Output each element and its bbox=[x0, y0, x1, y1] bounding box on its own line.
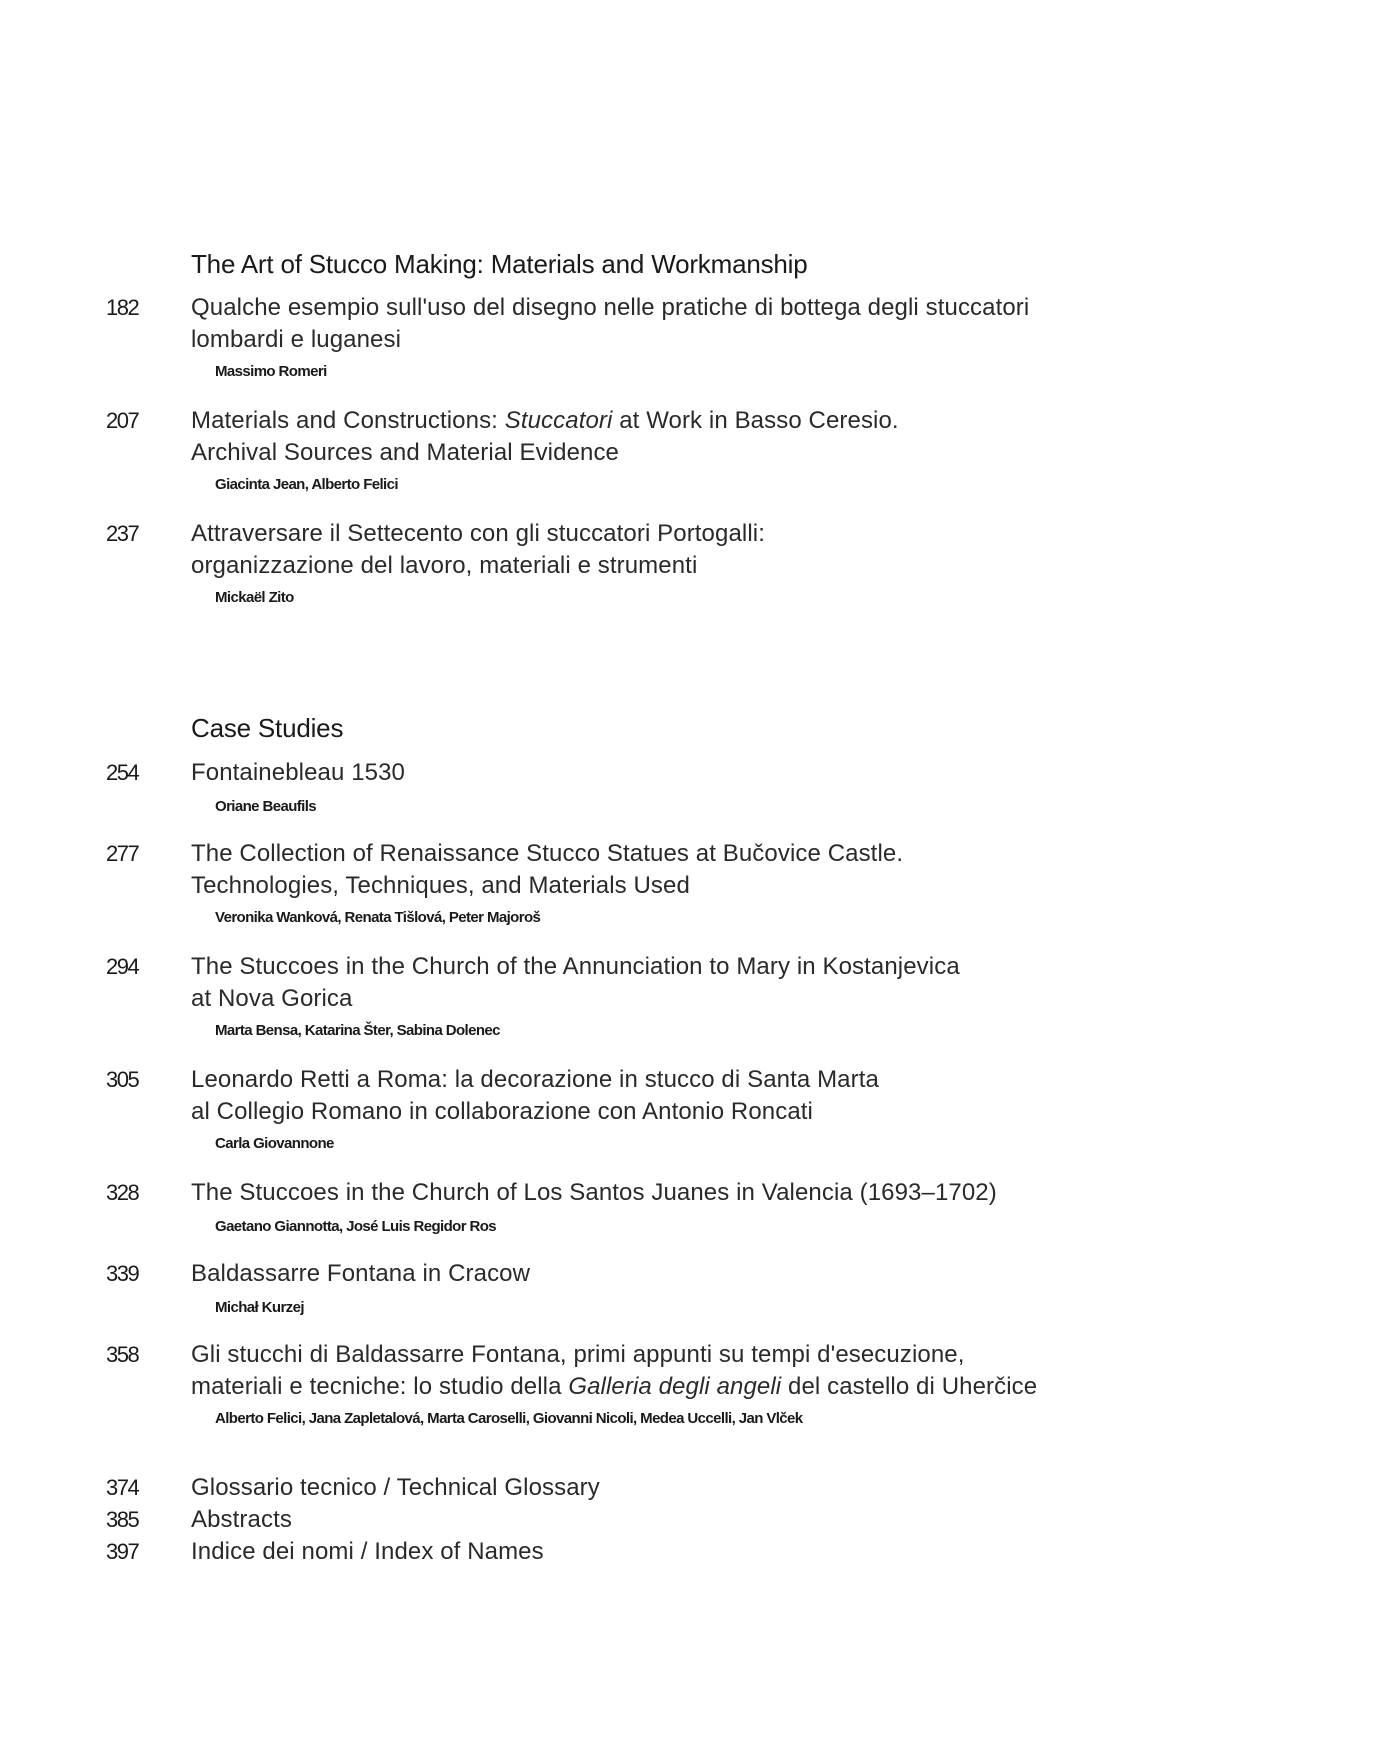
entry-title-line: al Collegio Romano in collaborazione con Antonio Roncati bbox=[191, 1098, 813, 1125]
entry-title: Indice dei nomi / Index of Names bbox=[191, 1538, 544, 1565]
entry-title bbox=[191, 951, 1191, 1015]
page-number: 207 bbox=[106, 408, 139, 433]
page-number: 328 bbox=[106, 1180, 139, 1205]
entry-authors: Carla Giovannone bbox=[215, 1135, 334, 1152]
entry-title bbox=[191, 1339, 1191, 1403]
entry-title-line: The Collection of Renaissance Stucco Statues at Bučovice Castle. bbox=[191, 840, 904, 867]
toc-entry-397[interactable] bbox=[0, 1536, 1400, 1568]
page-number: 182 bbox=[106, 295, 139, 320]
entry-title-text: at Work in Basso Ceresio. bbox=[612, 407, 899, 434]
page-number: 305 bbox=[106, 1067, 139, 1092]
toc-entry-374[interactable] bbox=[0, 1472, 1400, 1504]
entry-title-line: lombardi e luganesi bbox=[191, 326, 402, 353]
entry-title bbox=[191, 1064, 1191, 1128]
entry-authors: Massimo Romeri bbox=[215, 363, 327, 380]
entry-authors: Giacinta Jean, Alberto Felici bbox=[215, 476, 398, 493]
entry-title bbox=[191, 757, 1191, 789]
entry-title-text: del castello di Uherčice bbox=[781, 1373, 1038, 1400]
entry-title bbox=[191, 838, 1191, 902]
entry-title-line: Qualche esempio sull'uso del disegno nelle pratiche di bottega degli stuccatori bbox=[191, 294, 1030, 321]
entry-title-text: Materials and Constructions: bbox=[191, 407, 505, 434]
entry-title bbox=[191, 292, 1191, 356]
entry-title-line: Technologies, Techniques, and Materials Used bbox=[191, 872, 690, 899]
page-number: 358 bbox=[106, 1342, 139, 1367]
page-number: 385 bbox=[106, 1507, 139, 1532]
page-number: 294 bbox=[106, 954, 139, 979]
entry-title-line: at Nova Gorica bbox=[191, 985, 353, 1012]
entry-title-line: Archival Sources and Material Evidence bbox=[191, 439, 620, 466]
entry-title bbox=[191, 1177, 1191, 1209]
entry-title-italic: Galleria degli angeli bbox=[568, 1373, 782, 1400]
entry-title-line: Gli stucchi di Baldassarre Fontana, primi appunti su tempi d'esecuzione, bbox=[191, 1341, 965, 1368]
entry-title-line bbox=[191, 1371, 1191, 1403]
entry-authors: Michał Kurzej bbox=[215, 1299, 304, 1316]
page-number: 237 bbox=[106, 521, 139, 546]
entry-title-italic: Stuccatori bbox=[504, 407, 613, 434]
entry-authors: Marta Bensa, Katarina Šter, Sabina Dolenec bbox=[215, 1022, 500, 1039]
entry-title: Glossario tecnico / Technical Glossary bbox=[191, 1474, 600, 1501]
page-number: 374 bbox=[106, 1475, 139, 1500]
entry-title bbox=[191, 518, 1191, 582]
page-number: 397 bbox=[106, 1539, 139, 1564]
entry-authors: Veronika Wanková, Renata Tišlová, Peter Majoroš bbox=[215, 909, 541, 926]
entry-title-line: The Stuccoes in the Church of Los Santos Juanes in Valencia (1693–1702) bbox=[191, 1179, 997, 1206]
page-number: 254 bbox=[106, 760, 139, 785]
page-number: 277 bbox=[106, 841, 139, 866]
entry-title bbox=[191, 405, 1191, 469]
entry-title-text: materiali e tecniche: lo studio della bbox=[191, 1373, 569, 1400]
entry-title-line: Fontainebleau 1530 bbox=[191, 759, 405, 786]
entry-title-line: Leonardo Retti a Roma: la decorazione in stucco di Santa Marta bbox=[191, 1066, 879, 1093]
entry-title-line: organizzazione del lavoro, materiali e strumenti bbox=[191, 552, 698, 579]
entry-title-line: Attraversare il Settecento con gli stuccatori Portogalli: bbox=[191, 520, 765, 547]
page-number: 339 bbox=[106, 1261, 139, 1286]
entry-title-line: The Stuccoes in the Church of the Annunciation to Mary in Kostanjevica bbox=[191, 953, 960, 980]
entry-title bbox=[191, 1258, 1191, 1290]
entry-title: Abstracts bbox=[191, 1506, 292, 1533]
section-title-workmanship: The Art of Stucco Making: Materials and Workmanship bbox=[191, 249, 808, 279]
entry-title-line: Baldassarre Fontana in Cracow bbox=[191, 1260, 531, 1287]
section-title-case-studies: Case Studies bbox=[191, 713, 344, 743]
entry-authors: Oriane Beaufils bbox=[215, 798, 317, 815]
entry-title-line bbox=[191, 405, 1191, 437]
entry-authors: Gaetano Giannotta, José Luis Regidor Ros bbox=[215, 1218, 497, 1235]
toc-entry-385[interactable] bbox=[0, 1504, 1400, 1536]
entry-authors: Mickaël Zito bbox=[215, 589, 294, 606]
entry-authors: Alberto Felici, Jana Zapletalová, Marta Caroselli, Giovanni Nicoli, Medea Uccelli, Jan Vlček bbox=[215, 1410, 803, 1427]
